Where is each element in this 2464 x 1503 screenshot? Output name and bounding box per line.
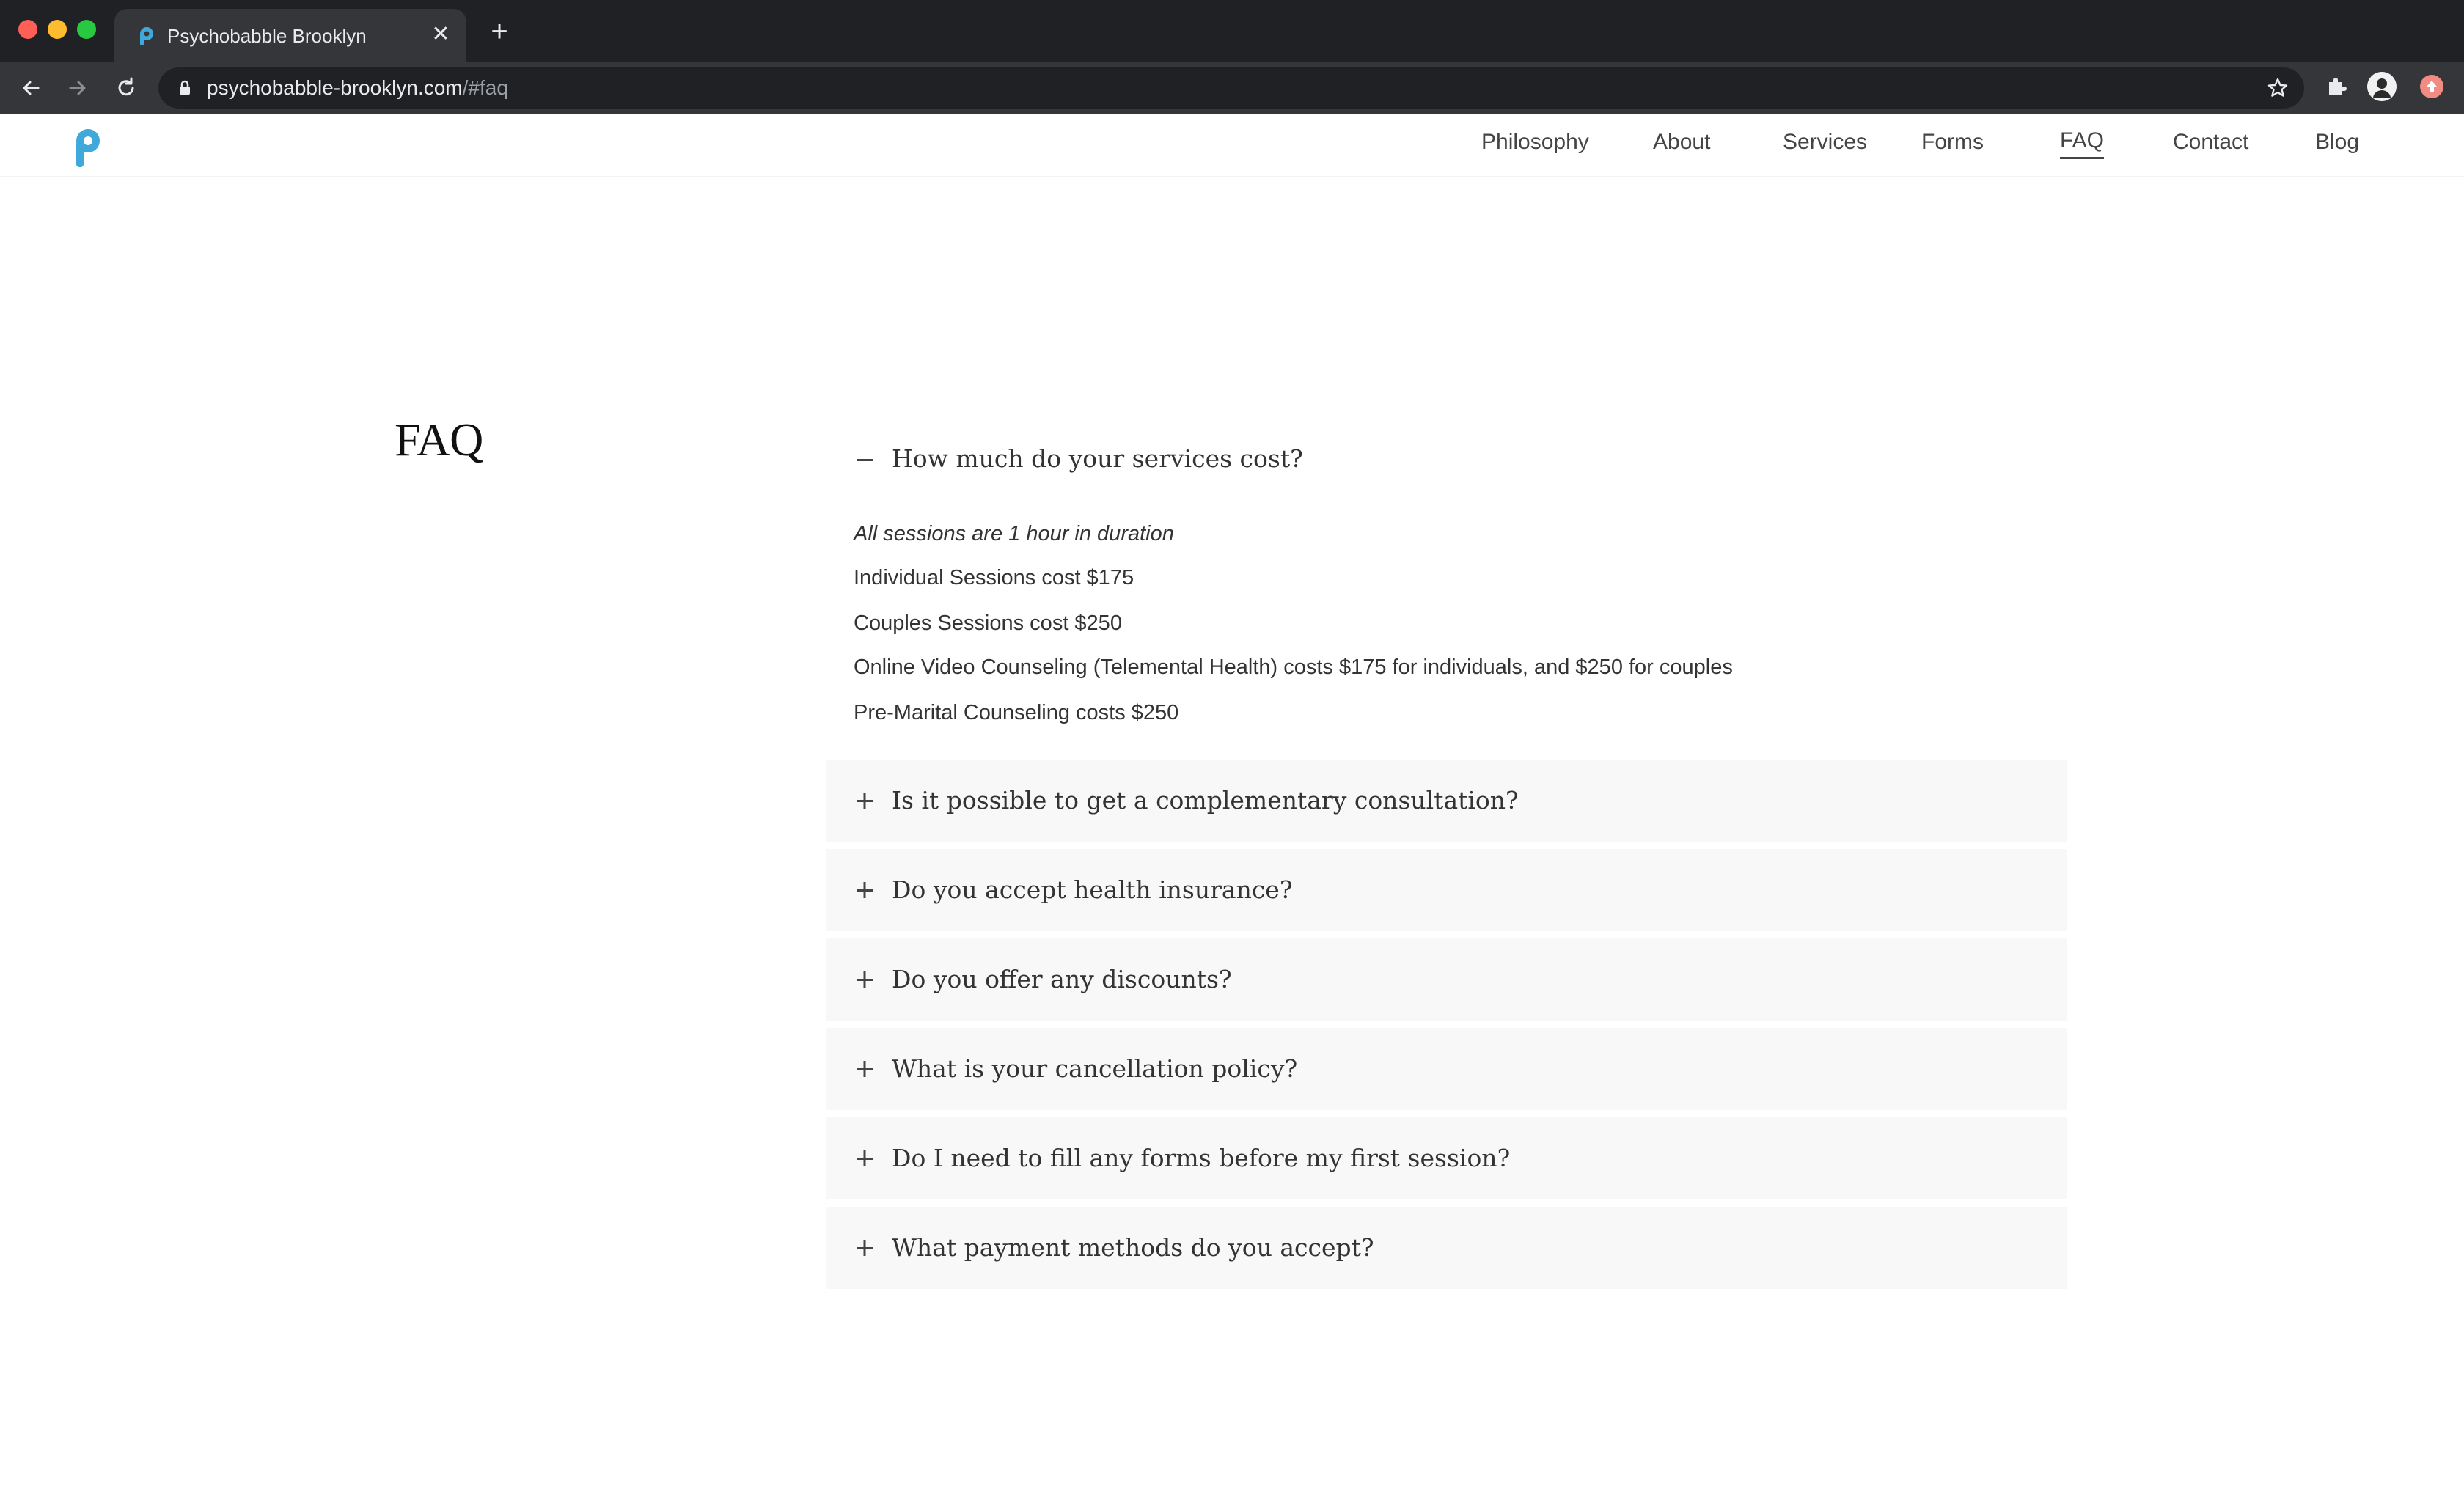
answer-line: All sessions are 1 hour in duration [854, 522, 1174, 545]
faq-item-collapsed[interactable] [826, 760, 2067, 842]
faq-question: How much do your services cost? [892, 444, 1303, 473]
nav-blog[interactable]: Blog [2315, 130, 2360, 154]
url-text [207, 75, 508, 101]
faq-item-collapsed[interactable] [826, 1028, 2067, 1110]
nav-forms[interactable]: Forms [1921, 130, 1984, 154]
plus-icon [854, 790, 876, 812]
plus-icon [854, 1147, 876, 1169]
main-nav [1481, 125, 2398, 160]
answer-line: Couples Sessions cost $250 [854, 611, 1122, 635]
plus-icon [854, 969, 876, 991]
url-path: /#faq [462, 76, 508, 99]
faq-item-collapsed[interactable] [826, 849, 2067, 931]
browser-tab-active[interactable] [114, 9, 466, 62]
faq-question: Do I need to fill any forms before my first session? [892, 1144, 1511, 1172]
faq-item-open[interactable] [826, 425, 2067, 493]
browser-update-icon[interactable] [2420, 75, 2443, 98]
faq-item-collapsed[interactable] [826, 1207, 2067, 1289]
back-button[interactable] [16, 73, 45, 103]
minimize-window-button[interactable] [48, 20, 67, 39]
back-arrow-icon [16, 73, 45, 103]
close-window-button[interactable] [18, 20, 37, 39]
address-bar[interactable] [158, 67, 2304, 109]
faq-question: Do you accept health insurance? [892, 875, 1293, 904]
psychobabble-logo-icon[interactable] [69, 126, 103, 169]
lock-icon [175, 78, 195, 98]
site-header [0, 114, 2464, 177]
answer-line: Online Video Counseling (Telemental Health) costs $175 for individuals, and $250 for couples [854, 655, 1733, 679]
faq-item-collapsed[interactable] [826, 938, 2067, 1021]
forward-arrow-icon [63, 73, 92, 103]
new-tab-button[interactable]: + [491, 15, 508, 48]
faq-question: What is your cancellation policy? [892, 1054, 1298, 1083]
bookmark-star-icon[interactable] [2266, 76, 2289, 100]
plus-icon [854, 1058, 876, 1080]
extensions-puzzle-icon[interactable] [2323, 73, 2350, 100]
faq-item-collapsed[interactable] [826, 1117, 2067, 1199]
faq-question: What payment methods do you accept? [892, 1233, 1374, 1262]
browser-toolbar [0, 62, 2464, 114]
plus-icon [854, 879, 876, 901]
nav-services[interactable]: Services [1783, 130, 1868, 154]
reload-icon [111, 73, 141, 103]
nav-about[interactable]: About [1653, 130, 1711, 154]
faq-question: Is it possible to get a complementary consultation? [892, 786, 1519, 815]
url-host: psychobabble-brooklyn.com [207, 76, 463, 99]
nav-philosophy[interactable]: Philosophy [1481, 130, 1589, 154]
plus-icon [854, 1237, 876, 1259]
close-tab-icon[interactable]: ✕ [431, 22, 450, 46]
maximize-window-button[interactable] [77, 20, 96, 39]
profile-photo-icon [2367, 72, 2397, 101]
faq-question: Do you offer any discounts? [892, 965, 1232, 993]
profile-avatar[interactable] [2367, 72, 2397, 101]
minus-icon [854, 449, 876, 471]
answer-line: Pre-Marital Counseling costs $250 [854, 701, 1179, 724]
site-favicon-icon [135, 25, 157, 47]
nav-contact[interactable]: Contact [2173, 130, 2249, 154]
browser-tab-strip [0, 0, 2464, 62]
tab-title: Psychobabble Brooklyn [167, 25, 367, 47]
faq-heading: FAQ [395, 414, 483, 466]
update-arrow-icon [2420, 75, 2443, 98]
answer-line: Individual Sessions cost $175 [854, 566, 1134, 589]
nav-faq[interactable]: FAQ [2060, 125, 2104, 159]
reload-button[interactable] [111, 73, 141, 103]
forward-button[interactable] [63, 73, 92, 103]
